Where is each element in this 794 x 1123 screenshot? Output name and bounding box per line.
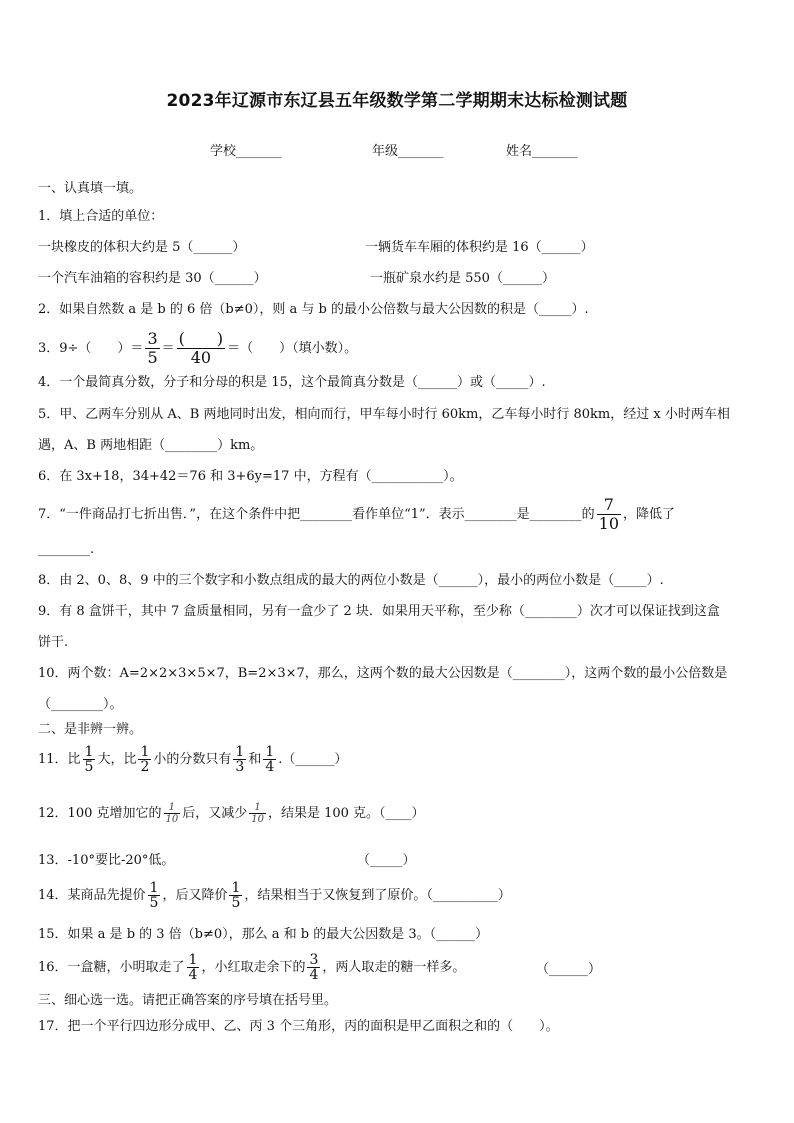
q3-part-1: 3．9÷（ ）＝ — [38, 341, 144, 356]
q10-line-1: 10．两个数：A=2×2×3×5×7，B=2×3×7，那么，这两个数的最大公因数是（________），这两个数的最小公倍数是 — [38, 666, 728, 681]
q6: 6．在 3x+18，34+42＝76 和 3+6y=17 中，方程有（___________）。 — [38, 469, 463, 484]
q14-fraction-2 — [229, 881, 242, 910]
q11-fraction-3-denominator: 3 — [235, 759, 245, 775]
q16-fraction-2-denominator: 4 — [309, 967, 319, 983]
q12-part-3: ，结果是 100 克。（____） — [267, 806, 425, 821]
q13: 13．-10°要比-20°低。 — [38, 853, 175, 868]
q12-part-2: 后，又减少 — [182, 806, 248, 821]
q16-part-3: ，两人取走的糖一样多。 — [322, 960, 466, 975]
q3-fraction-1-numerator: 3 — [147, 329, 158, 348]
q11-part-4: 和 — [248, 752, 262, 767]
q16-blank: （______） — [536, 962, 602, 977]
q11-part-3: 小的分数只有 — [153, 752, 232, 767]
q12-fraction-2-numerator: 1 — [249, 802, 266, 814]
q3-fraction-2-denominator: 40 — [190, 348, 212, 367]
q1-item-c: 一个汽车油箱的容积约是 30（______） — [38, 271, 267, 286]
name-field: 姓名_______ — [506, 144, 578, 159]
q11-fraction-2-numerator: 1 — [140, 744, 150, 760]
q11-fraction-2 — [138, 745, 151, 774]
exam-title: 2023年辽源市东辽县五年级数学第二学期期末达标检测试题 — [166, 91, 628, 111]
q12-fraction-1 — [164, 802, 181, 825]
q3-fraction-1-denominator: 5 — [147, 348, 158, 367]
q16-fraction-2 — [307, 953, 320, 982]
q11-fraction-2-denominator: 2 — [140, 759, 150, 775]
q7-fraction-denominator: 10 — [598, 514, 619, 533]
q11-part-1: 11．比 — [38, 752, 81, 767]
q11-fraction-4 — [263, 745, 276, 774]
section-2-heading: 二、是非辨一辨。 — [38, 722, 143, 737]
q1-item-b: 一辆货车车厢的体积约是 16（______） — [365, 240, 594, 255]
q11 — [38, 745, 347, 774]
q7-part-1: 7．“一件商品打七折出售．”，在这个条件中把________看作单位“1”．表示________是________的 — [38, 507, 595, 522]
q3-part-2: ＝（ ）（填小数）。 — [227, 341, 358, 356]
q12-fraction-2 — [249, 802, 266, 825]
q11-fraction-4-denominator: 4 — [265, 759, 275, 775]
q16-fraction-1-denominator: 4 — [188, 967, 198, 983]
q11-fraction-3 — [233, 745, 246, 774]
q12-fraction-2-denominator: 10 — [251, 814, 264, 825]
q11-fraction-4-numerator: 1 — [265, 744, 275, 760]
q11-fraction-1-denominator: 5 — [84, 759, 94, 775]
q12 — [38, 802, 425, 825]
q14 — [38, 881, 511, 910]
q3-fraction-1 — [145, 330, 159, 367]
q9-line-1: 9．有 8 盒饼干，其中 7 盒质量相同，另有一盒少了 2 块．如果用天平称，至少称（________）次才可以保证找到这盒 — [38, 604, 720, 619]
q14-fraction-1-denominator: 5 — [149, 895, 159, 911]
q16-fraction-2-numerator: 3 — [309, 952, 319, 968]
q14-fraction-1-numerator: 1 — [149, 880, 159, 896]
q14-part-1: 14．某商品先提价 — [38, 888, 146, 903]
q11-part-5: .（______） — [278, 752, 348, 767]
q11-fraction-3-numerator: 1 — [235, 744, 245, 760]
q7 — [38, 496, 675, 533]
q15: 15．如果 a 是 b 的 3 倍（b≠0），那么 a 和 b 的最大公因数是 3。（______） — [38, 927, 489, 942]
q12-fraction-1-numerator: 1 — [164, 802, 181, 814]
q14-fraction-1 — [148, 881, 161, 910]
school-field: 学校_______ — [210, 144, 282, 159]
q17: 17．把一个平行四边形分成甲、乙、丙 3 个三角形，丙的面积是甲乙面积之和的（ ）。 — [38, 1019, 559, 1034]
q3-fraction-2-numerator: ( ) — [178, 329, 224, 348]
q11-part-2: 大，比 — [97, 752, 137, 767]
section-3-heading: 三、细心选一选。请把正确答案的序号填在括号里。 — [38, 993, 338, 1008]
q16-fraction-1-numerator: 1 — [188, 952, 198, 968]
q5-line-2: 遇，A、B 两地相距（________）km。 — [38, 438, 264, 453]
section-1-heading: 一、认真填一填。 — [38, 181, 143, 196]
q4: 4．一个最简真分数，分子和分母的积是 15，这个最简真分数是（______）或（_____）. — [38, 375, 546, 390]
q7-part-2: ，降低了 — [623, 507, 676, 522]
q1-item-a: 一块橡皮的体积大约是 5（______） — [38, 240, 246, 255]
q1-stem: 1．填上合适的单位： — [38, 209, 164, 224]
q2: 2．如果自然数 a 是 b 的 6 倍（b≠0），则 a 与 b 的最小公倍数与最大公因数的积是（_____）. — [38, 302, 589, 317]
q14-part-2: ，后又降价 — [162, 888, 228, 903]
q7-fraction-numerator: 7 — [597, 496, 621, 515]
q13-blank: （_____） — [357, 853, 416, 868]
q8: 8．由 2、0、8、9 中的三个数字和小数点组成的最大的两位小数是（______），最小的两位小数是（_____）. — [38, 573, 664, 588]
q16-part-1: 16．一盒糖，小明取走了 — [38, 960, 185, 975]
q14-fraction-2-denominator: 5 — [231, 895, 241, 911]
q16-part-2: ，小红取走余下的 — [201, 960, 306, 975]
q10-line-2: （________）。 — [38, 697, 123, 712]
q11-fraction-1 — [83, 745, 96, 774]
q7-fraction — [597, 496, 621, 533]
q12-part-1: 12．100 克增加它的 — [38, 806, 162, 821]
q9-line-2: 饼干. — [38, 635, 69, 650]
q11-fraction-1-numerator: 1 — [84, 744, 94, 760]
q5-line-1: 5．甲、乙两车分别从 A、B 两地同时出发，相向而行，甲车每小时行 60km，乙车每小时行 80km，经过 x 小时两车相 — [38, 407, 730, 422]
q14-fraction-2-numerator: 1 — [231, 880, 241, 896]
q3 — [38, 330, 357, 367]
q3-equals: ＝ — [161, 341, 175, 356]
q1-item-d: 一瓶矿泉水约是 550（______） — [370, 271, 555, 286]
q3-fraction-2 — [177, 330, 226, 367]
q16-fraction-1 — [187, 953, 200, 982]
q7-line-2: ________. — [38, 542, 95, 557]
q12-fraction-1-denominator: 10 — [165, 814, 179, 825]
q14-part-3: ，结果相当于又恢复到了原价。（__________） — [244, 888, 511, 903]
grade-field: 年级_______ — [372, 144, 444, 159]
q16 — [38, 953, 465, 982]
